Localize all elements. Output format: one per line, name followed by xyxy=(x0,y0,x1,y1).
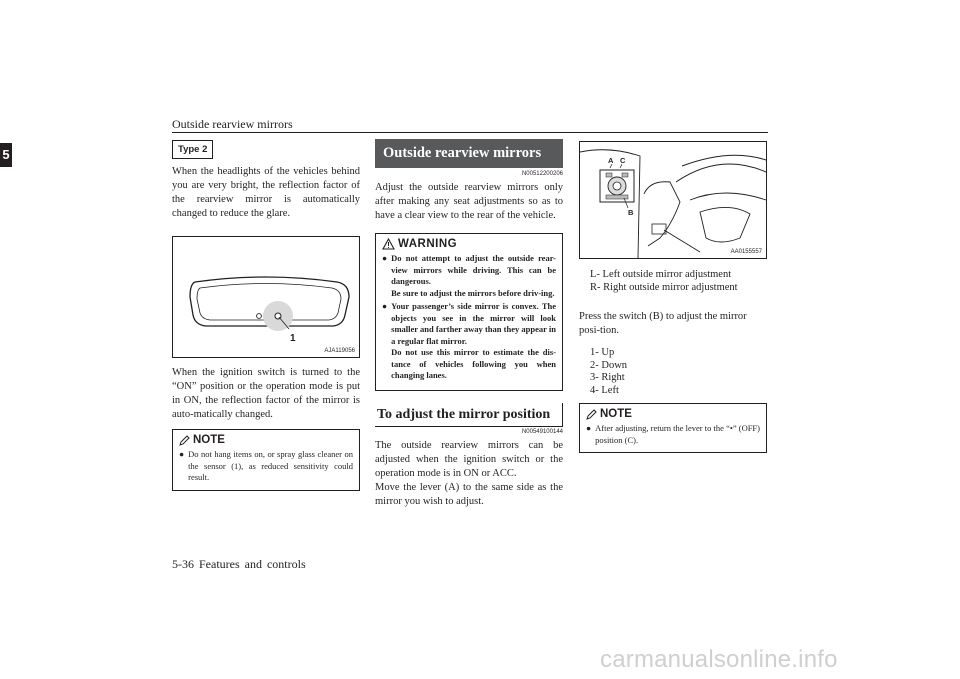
section-heading: Outside rearview mirrors xyxy=(375,139,563,168)
direction-list-item: 2- Down xyxy=(590,359,628,371)
note-item xyxy=(179,449,353,484)
switch-label-b: B xyxy=(628,208,634,217)
note-title xyxy=(586,408,760,420)
column-2 xyxy=(375,139,563,509)
press-switch-paragraph: Press the switch (B) to adjust the mirror posi-tion. xyxy=(579,311,747,336)
reference-code: N00512200206 xyxy=(521,171,563,177)
note-item xyxy=(586,423,760,446)
rearview-mirror-illustration xyxy=(173,237,359,357)
warning-item-text: Do not attempt to adjust the outside rear-view mirrors while driving. This can be dangerous. Be sure to adjust the mirrors before driv-ing. xyxy=(391,253,556,298)
note-title-text: NOTE xyxy=(193,434,225,446)
warning-item xyxy=(382,253,556,299)
warning-title-text: WARNING xyxy=(398,238,458,250)
chapter-tab: 5 xyxy=(0,143,12,167)
auto-change-paragraph: When the ignition switch is turned to the “ON” position or the operation mode is put in ON, the reflection factor of the mirror is auto-matically changed. xyxy=(172,367,360,420)
page-footer: 5-36 Features and controls xyxy=(172,557,306,571)
type-tag: Type 2 xyxy=(172,140,213,159)
bullet-icon: ● xyxy=(179,449,185,459)
note-pencil-icon xyxy=(179,435,190,446)
header-rule xyxy=(172,132,768,133)
off-position-label-c: C xyxy=(620,156,626,165)
bullet-icon: ● xyxy=(382,253,388,263)
sub-heading: To adjust the mirror position xyxy=(375,403,563,427)
sensor-callout-number: 1 xyxy=(290,333,296,344)
reference-code: N00549100144 xyxy=(521,428,563,435)
intro-paragraph: Adjust the outside rearview mirrors only after making any seat adjustments so as to have a clear view to the rear of the vehicle. xyxy=(375,182,563,221)
note-box xyxy=(579,403,767,453)
warning-triangle-icon xyxy=(382,238,395,250)
warning-item-text: Your passenger’s side mirror is convex. The objects you see in the mirror will look smaller and farther away than they appear in a regular flat mirror. Do not use this mirror to estimate the dis-tance of vehicles following you when changing lanes. xyxy=(391,301,556,380)
watermark: carmanualsonline.info xyxy=(600,646,838,673)
dashboard-switch-illustration xyxy=(580,142,766,258)
note-item-text: After adjusting, return the lever to the “•” (OFF) position (C). xyxy=(595,423,760,445)
note-item-text: Do not hang items on, or spray glass cleaner on the sensor (1), as reduced sensitivity could result. xyxy=(188,449,353,482)
column-1 xyxy=(172,139,360,491)
mirror-switch-figure xyxy=(579,141,767,259)
direction-list xyxy=(579,347,767,397)
note-box xyxy=(172,429,360,491)
adjust-paragraph: The outside rearview mirrors can be adjusted when the ignition switch or the operation mode is in ON or ACC. Move the lever (A) to the same side as the mirror you wish to adjust. xyxy=(375,439,563,507)
warning-item xyxy=(382,301,556,382)
direction-list-item: 1- Up xyxy=(590,347,615,358)
warning-box xyxy=(375,233,563,391)
glare-paragraph: When the headlights of the vehicles behind you are very bright, the reflection factor of the rearview mirror is automatically changed to reduce the glare. xyxy=(172,166,360,219)
figure-code: AA0155557 xyxy=(730,249,762,255)
rearview-mirror-figure xyxy=(172,236,360,358)
note-title xyxy=(179,434,353,446)
lr-list xyxy=(579,269,767,294)
lever-label-a: A xyxy=(608,156,614,165)
lr-list-item: L- Left outside mirror adjustment xyxy=(590,269,732,280)
bullet-icon: ● xyxy=(382,301,388,311)
direction-list-item: 4- Left xyxy=(590,384,619,396)
warning-title xyxy=(382,238,556,250)
bullet-icon: ● xyxy=(586,423,592,433)
direction-list-item: 3- Right xyxy=(590,372,625,383)
lr-list-item: R- Right outside mirror adjustment xyxy=(590,281,738,293)
note-title-text: NOTE xyxy=(600,408,632,420)
figure-code: AJA119056 xyxy=(324,348,355,354)
page-header-title: Outside rearview mirrors xyxy=(172,117,293,131)
note-pencil-icon xyxy=(586,409,597,420)
column-3 xyxy=(579,141,767,453)
